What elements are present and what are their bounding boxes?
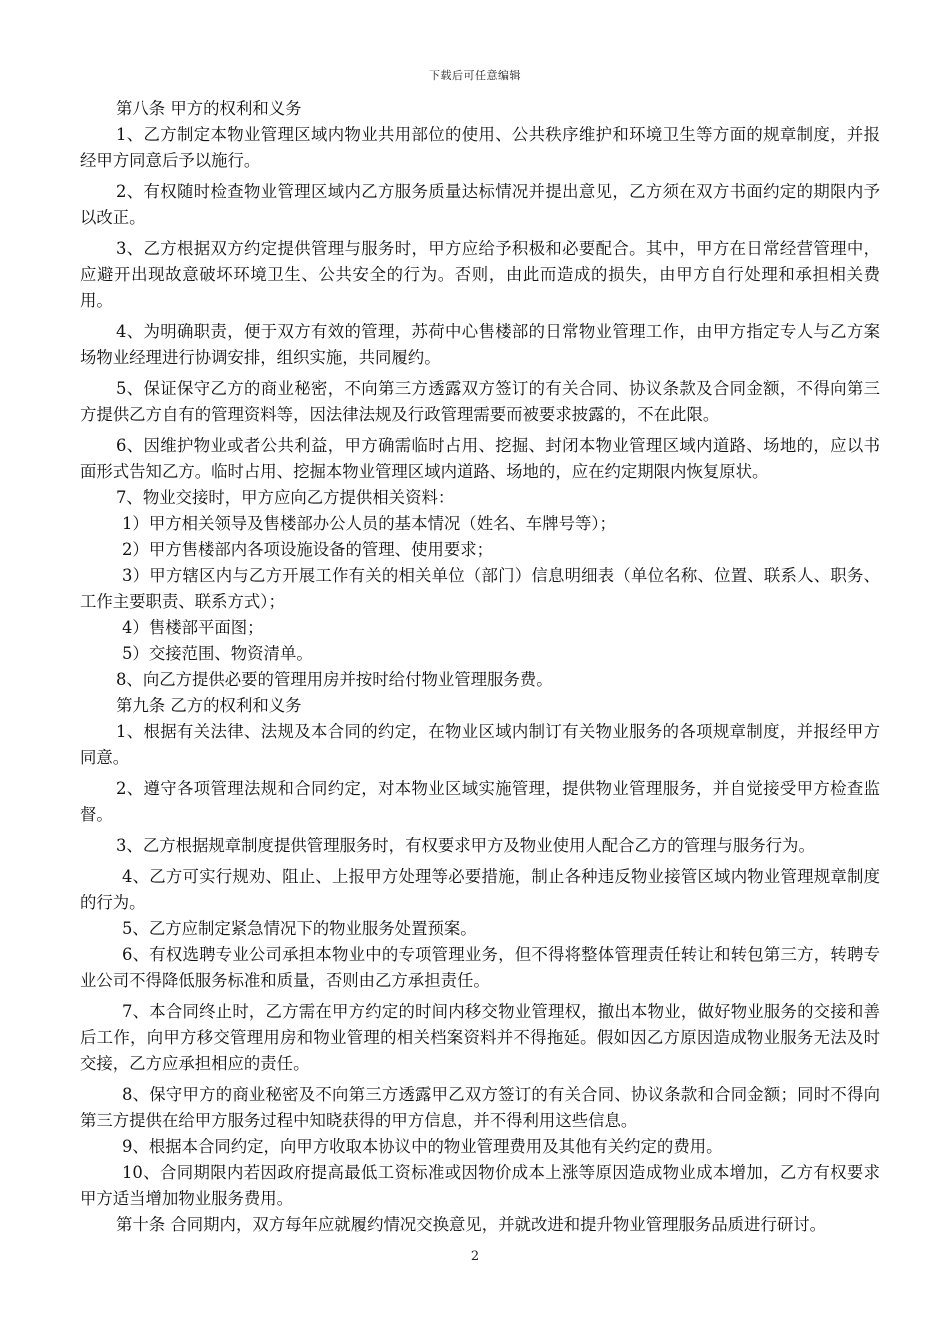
clause-paragraph: 7、本合同终止时，乙方需在甲方约定的时间内移交物业管理权，撤出本物业，做好物业服务的交接和善后工作，向甲方移交管理用房和物业管理的相关档案资料并不得拖延。假如因乙方原因造成物业服务无法及时交接，乙方应承担相应的责任。 <box>80 1002 880 1073</box>
sub-list-item: 1）甲方相关领导及售楼部办公人员的基本情况（姓名、车牌号等）； <box>122 514 616 533</box>
clause-paragraph: 3、乙方根据规章制度提供管理服务时，有权要求甲方及物业使用人配合乙方的管理与服务行为。 <box>116 836 815 855</box>
clause-paragraph: 1、根据有关法律、法规及本合同的约定，在物业区域内制订有关物业服务的各项规章制度，并报经甲方同意。 <box>80 722 880 767</box>
clause-paragraph: 6、因维护物业或者公共利益，甲方确需临时占用、挖掘、封闭本物业管理区域内道路、场地的，应以书面形式告知乙方。临时占用、挖掘本物业管理区域内道路、场地的，应在约定期限内恢复原状。 <box>80 436 880 481</box>
clause-paragraph: 5、乙方应制定紧急情况下的物业服务处置预案。 <box>122 919 477 938</box>
sub-list-item: 4）售楼部平面图； <box>122 618 264 637</box>
clause-paragraph: 2、有权随时检查物业管理区域内乙方服务质量达标情况并提出意见，乙方须在双方书面约定的期限内予以改正。 <box>80 182 880 227</box>
clause-paragraph: 1、乙方制定本物业管理区域内物业共用部位的使用、公共秩序维护和环境卫生等方面的规章制度，并报经甲方同意后予以施行。 <box>80 125 880 170</box>
clause-paragraph: 9、根据本合同约定，向甲方收取本协议中的物业管理费用及其他有关约定的费用。 <box>122 1137 723 1156</box>
clause-paragraph: 4、乙方可实行规劝、阻止、上报甲方处理等必要措施，制止各种违反物业接管区域内物业管理规章制度的行为。 <box>80 867 880 912</box>
clause-paragraph: 7、物业交接时，甲方应向乙方提供相关资料： <box>116 488 455 507</box>
article-heading: 第八条 甲方的权利和义务 <box>116 99 302 118</box>
clause-paragraph: 8、保守甲方的商业秘密及不向第三方透露甲乙双方签订的有关合同、协议条款和合同金额；同时不得向第三方提供在给甲方服务过程中知晓获得的甲方信息，并不得利用这些信息。 <box>80 1085 880 1130</box>
clause-paragraph: 3、乙方根据双方约定提供管理与服务时，甲方应给予积极和必要配合。其中，甲方在日常经营管理中，应避开出现故意破坏环境卫生、公共安全的行为。否则，由此而造成的损失，由甲方自行处理和承担相关费用。 <box>80 239 880 310</box>
article-heading: 第九条 乙方的权利和义务 <box>116 696 302 715</box>
sub-list-item: 5）交接范围、物资清单。 <box>122 644 313 663</box>
clause-paragraph: 4、为明确职责，便于双方有效的管理，苏荷中心售楼部的日常物业管理工作，由甲方指定专人与乙方案场物业经理进行协调安排，组织实施，共同履约。 <box>80 322 880 367</box>
sub-list-item: 3）甲方辖区内与乙方开展工作有关的相关单位（部门）信息明细表（单位名称、位置、联系人、职务、工作主要职责、联系方式）； <box>80 566 880 611</box>
clause-paragraph: 5、保证保守乙方的商业秘密，不向第三方透露双方签订的有关合同、协议条款及合同金额，不得向第三方提供乙方自有的管理资料等，因法律法规及行政管理需要而被要求披露的，不在此限。 <box>80 379 880 424</box>
clause-paragraph: 6、有权选聘专业公司承担本物业中的专项管理业务，但不得将整体管理责任转让和转包第三方，转聘专业公司不得降低服务标准和质量，否则由乙方承担责任。 <box>80 945 880 990</box>
page-header-note: 下载后可任意编辑 <box>429 69 521 82</box>
document-body <box>80 96 880 1238</box>
article-heading: 第十条 合同期内，双方每年应就履约情况交换意见，并就改进和提升物业管理服务品质进行研讨。 <box>116 1215 827 1234</box>
clause-paragraph: 8、向乙方提供必要的管理用房并按时给付物业管理服务费。 <box>116 670 553 689</box>
sub-list-item: 2）甲方售楼部内各项设施设备的管理、使用要求； <box>122 540 494 559</box>
clause-paragraph: 10、合同期限内若因政府提高最低工资标准或因物价成本上涨等原因造成物业成本增加，乙方有权要求甲方适当增加物业服务费用。 <box>80 1163 880 1208</box>
clause-paragraph: 2、遵守各项管理法规和合同约定，对本物业区域实施管理，提供物业管理服务，并自觉接受甲方检查监督。 <box>80 779 880 824</box>
page-number: 2 <box>470 1249 480 1264</box>
